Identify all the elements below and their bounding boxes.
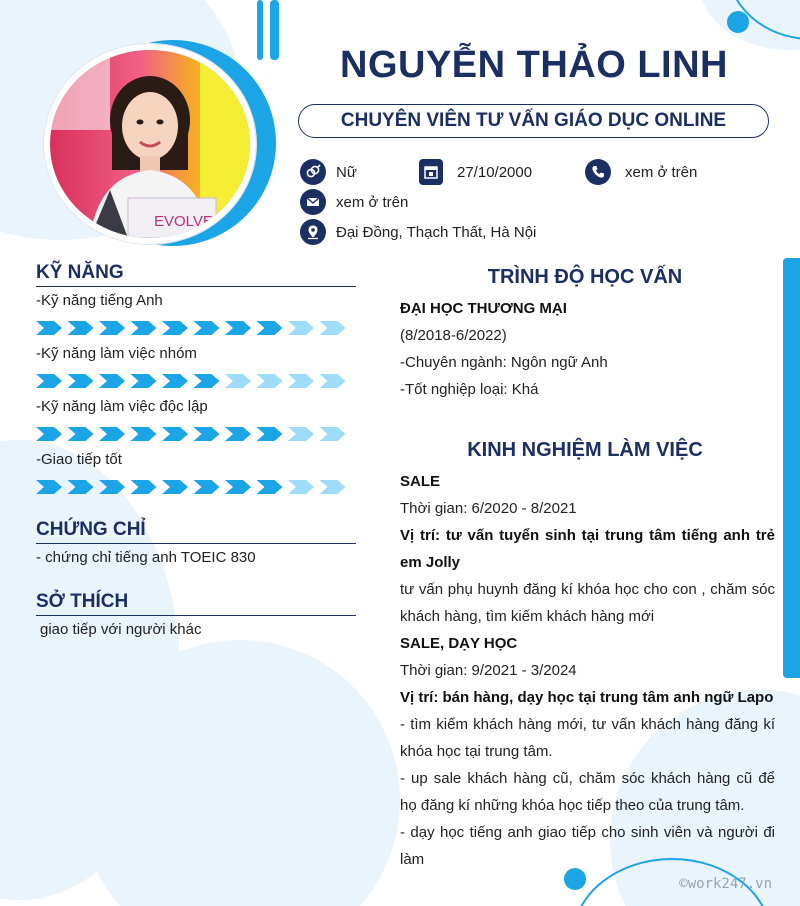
address-value: Đại Đồng, Thạch Thất, Hà Nội xyxy=(336,223,537,241)
watermark: ©work247.vn xyxy=(679,876,772,892)
book-label: EVOLVE xyxy=(154,213,213,230)
skill-chevron-empty xyxy=(320,321,346,335)
skill-chevron-filled xyxy=(194,374,220,388)
skill-chevron-filled xyxy=(225,321,251,335)
skill-chevron-empty xyxy=(288,427,314,441)
birthday-value: 27/10/2000 xyxy=(457,163,533,181)
skill-bar-independent xyxy=(36,426,351,442)
job-1-detail-1: tư vấn phụ huynh đăng kí khóa học cho con , chăm sóc khách hàng, tìm kiếm khách hàng mới xyxy=(400,581,775,625)
deco-dot-top-right xyxy=(727,11,749,33)
contact-birthday xyxy=(419,159,532,185)
job-2-detail-1: - tìm kiếm khách hàng mới, tư vấn khách hàng đăng kí khóa học tại trung tâm. xyxy=(400,716,775,760)
location-icon xyxy=(300,219,326,245)
certificate-item: - chứng chỉ tiếng anh TOEIC 830 xyxy=(36,549,256,566)
skill-chevron-filled xyxy=(36,321,62,335)
skill-chevron-filled xyxy=(68,427,94,441)
education-major: -Chuyên ngành: Ngôn ngữ Anh xyxy=(400,354,608,371)
education-heading: TRÌNH ĐỘ HỌC VẤN xyxy=(487,266,683,288)
deco-bar-right xyxy=(783,258,800,678)
certificates-heading: CHỨNG CHỈ xyxy=(36,519,356,544)
skill-chevron-filled xyxy=(131,427,157,441)
contact-phone xyxy=(585,159,697,185)
skill-chevron-filled xyxy=(68,480,94,494)
job-title: CHUYÊN VIÊN TƯ VẤN GIÁO DỤC ONLINE xyxy=(298,104,769,138)
skill-chevron-filled xyxy=(225,427,251,441)
skill-chevron-filled xyxy=(131,480,157,494)
skill-chevron-filled xyxy=(194,480,220,494)
skill-chevron-empty xyxy=(288,480,314,494)
skill-label-independent: -Kỹ năng làm việc độc lập xyxy=(36,398,208,415)
job-2-time: Thời gian: 9/2021 - 3/2024 xyxy=(400,662,577,679)
candidate-name: NGUYỄN THẢO LINH xyxy=(340,44,728,86)
phone-icon xyxy=(585,159,611,185)
job-2-position: Vị trí: bán hàng, dạy học tại trung tâm anh ngữ Lapo xyxy=(400,689,774,706)
skill-chevron-empty xyxy=(288,321,314,335)
contact-email xyxy=(300,189,408,215)
education-period: (8/2018-6/2022) xyxy=(400,327,507,344)
experience-heading: KINH NGHIỆM LÀM VIỆC xyxy=(467,439,703,461)
skill-chevron-filled xyxy=(36,374,62,388)
phone-value: xem ở trên xyxy=(625,163,698,181)
job-1-position: Vị trí: tư vấn tuyển sinh tại trung tâm tiếng anh trẻ em Jolly xyxy=(400,527,775,571)
skill-label-english: -Kỹ năng tiếng Anh xyxy=(36,292,163,309)
job-2-company: SALE, DẠY HỌC xyxy=(400,635,518,652)
skill-chevron-filled xyxy=(194,321,220,335)
skill-chevron-filled xyxy=(257,321,283,335)
profile-photo xyxy=(44,44,256,244)
hobby-item: giao tiếp với người khác xyxy=(40,621,202,638)
skill-chevron-empty xyxy=(257,374,283,388)
job-1-company: SALE xyxy=(400,473,441,490)
profile-photo-image xyxy=(50,50,250,238)
skill-chevron-empty xyxy=(225,374,251,388)
gender-icon xyxy=(300,159,326,185)
skill-chevron-filled xyxy=(36,427,62,441)
skill-chevron-filled xyxy=(68,374,94,388)
job-2-detail-3: - dạy học tiếng anh giao tiếp cho sinh viên và người đi làm xyxy=(400,824,775,868)
skill-chevron-filled xyxy=(131,321,157,335)
education-grade: -Tốt nghiệp loại: Khá xyxy=(400,381,539,398)
skill-chevron-filled xyxy=(36,480,62,494)
skill-chevron-filled xyxy=(99,321,125,335)
email-value: xem ở trên xyxy=(336,193,409,211)
skill-chevron-filled xyxy=(194,427,220,441)
deco-bar-1 xyxy=(257,0,263,60)
skill-chevron-filled xyxy=(162,480,188,494)
contact-gender xyxy=(300,159,357,185)
skill-bar-english xyxy=(36,320,351,336)
skill-bar-teamwork xyxy=(36,373,351,389)
skill-chevron-filled xyxy=(257,480,283,494)
skill-chevron-filled xyxy=(99,374,125,388)
skill-chevron-filled xyxy=(257,427,283,441)
skill-chevron-filled xyxy=(131,374,157,388)
job-2-detail-2: - up sale khách hàng cũ, chăm sóc khách hàng cũ để họ đăng kí những khóa học tiếp theo của trung tâm. xyxy=(400,770,775,814)
deco-bar-2 xyxy=(270,0,279,60)
skill-label-teamwork: -Kỹ năng làm việc nhóm xyxy=(36,345,197,362)
skill-chevron-empty xyxy=(320,480,346,494)
job-1-time: Thời gian: 6/2020 - 8/2021 xyxy=(400,500,577,517)
skill-chevron-empty xyxy=(288,374,314,388)
skill-bar-communication xyxy=(36,479,351,495)
gender-value: Nữ xyxy=(336,163,357,181)
skill-chevron-filled xyxy=(162,427,188,441)
skill-chevron-empty xyxy=(320,427,346,441)
skill-chevron-filled xyxy=(225,480,251,494)
hobbies-heading: SỞ THÍCH xyxy=(36,591,356,616)
contact-address xyxy=(300,219,536,245)
skills-heading: KỸ NĂNG xyxy=(36,262,356,287)
email-icon xyxy=(300,189,326,215)
skill-chevron-filled xyxy=(68,321,94,335)
calendar-icon xyxy=(419,159,443,185)
skill-chevron-filled xyxy=(162,374,188,388)
education-school: ĐẠI HỌC THƯƠNG MẠI xyxy=(400,300,567,317)
skill-chevron-filled xyxy=(99,480,125,494)
skill-label-communication: -Giao tiếp tốt xyxy=(36,451,122,468)
skill-chevron-filled xyxy=(162,321,188,335)
skill-chevron-empty xyxy=(320,374,346,388)
skill-chevron-filled xyxy=(99,427,125,441)
